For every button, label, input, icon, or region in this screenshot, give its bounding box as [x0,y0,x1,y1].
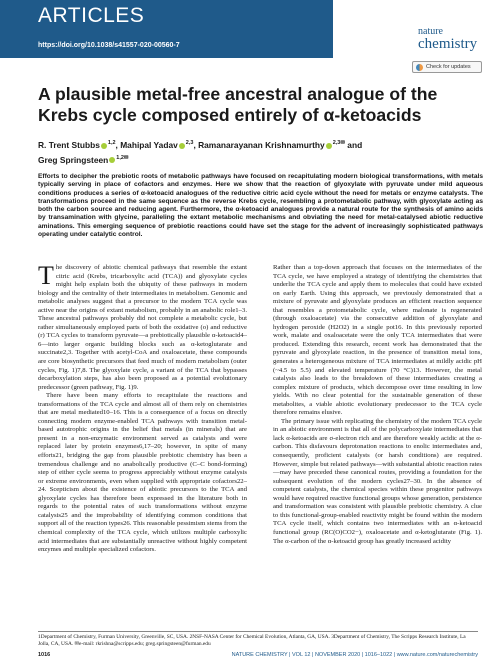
author-affiliation: 1,2✉ [116,154,129,161]
article-title: A plausible metal-free ancestral analogue of the Krebs cycle composed entirely of α-ketoacids [38,84,438,125]
orcid-icon[interactable] [109,157,115,163]
author-separator: , [115,139,121,150]
body-paragraph: Rather than a top-down approach that focuses on the intermediates of the TCA cycle, we have employed a strategy of identifying the chemistries that underlie the TCA cycle and apply them to molecules that could have existed on early Earth. Using this approach, we previously demonstrated that a mixture of pyruvate and glyoxylate produces an efficient reaction sequence that resembles a protometabolic cycle, where malonate is regenerated (through oxaloacetate) via the consecutive addition of glyoxylate and hydrogen peroxide (H2O2) in a single pot16. In this previously reported work, malate and oxaloacetate were the only TCA intermediates that were produced. Extending this research, recent work has demonstrated that the pyruvate and glyoxylate reaction, in the presence of transition metal ions, generates a heterogeneous mixture of TCA intermediates at mildly acidic pH (~4.5 to 5.5) and elevated temperature (70 °C)13. However, the metal catalysis also leads to the breakdown of these intermediates creating a complex mixture of products, which decompose over time resulting in low yields. With no clear potential for the sustainable generation of these metabolites, a viable abiotic evolutionary predecessor to the TCA cycle therefore remains elusive. [273,264,482,417]
author-and: and [344,139,363,150]
paragraph-text: he discovery of abiotic chemical pathways that resemble the extant citric acid (Krebs, tricarboxylic acid (TCA)) and glyoxylate cycles might help explain both the ubiquity of these pathways in modern biology and the centrality of their intermediates in metabolism. Genomic and metabolic analyses suggest that a precursor to the modern TCA cycle was active near the origins of extant metabolism, probably in an anabolic role1–3. These ancestral pathways probably did not complete a metabolic cycle, but rather simultaneously employed parts of both the oxidative (o) and reductive (r) TCA cycles to transform pyruvate—a prebiotically plausible α-ketoacid4–6—into larger organic building blocks such as α-ketoglutarate and succinate2,3. Together with acetyl-CoA and oxaloacetate, these compounds are core biosynthetic precursors that feed much of modern metabolism (outer cycles, Fig. 1)7,8. The glyoxylate cycle, a variant of the TCA that bypasses decarboxylation steps, has also been proposed as a potential evolutionary predecessor (green pathway, Fig. 1)9. [38,264,247,391]
orcid-icon[interactable] [326,143,332,149]
journal-logo-line1: nature [418,26,443,37]
author-affiliation: 2,3✉ [332,140,345,146]
journal-logo-line2: chemistry [418,36,478,52]
author-name[interactable]: Mahipal Yadav [120,139,178,150]
author-affiliation: 2,3 [185,140,194,146]
abstract: Efforts to decipher the prebiotic roots of metabolic pathways have focused on recapitulating modern biological transformations, with metals typically serving in place of cofactors and enzymes. Here we show that the reaction of glyoxylate with pyruvate under mild aqueous conditions produces a series of α-ketoacid analogues of the reductive citric acid cycle without the need for metals or enzyme catalysts. The transformations proceed in the same sequence as the reverse Krebs cycle, resembling a protometabolic pathway, with glyoxylate acting as both the carbon source and reducing agent. Furthermore, the α-ketoacid analogues provide a natural route for the synthesis of amino acids by transamination with glycine, paralleling the extant metabolic mechanisms and obviating the need for metal-catalysed abiotic reductive aminations. This emerging sequence of prebiotic reactions could have set the stage for the advent of increasingly sophisticated pathways operating under catalytic control. [38,173,483,239]
body-column-right [273,264,482,546]
article-type: ARTICLES [38,4,145,27]
author-name[interactable]: Greg Springsteen [38,154,109,165]
crossmark-icon [416,64,423,71]
body-column-left [38,261,247,555]
article-header [0,0,496,58]
check-for-updates-button[interactable] [412,61,482,73]
orcid-icon[interactable] [179,143,185,149]
body-paragraph: There have been many efforts to recapitulate the reactions and transformations of the TCA cycle and almost all of them rely on chemistries that are metal mediated10–16. This is a consequence of a focus on directly connecting modern enzyme-enabled TCA pathways with transition metal-based autotrophic origins in the belief that metals (in minerals) that are present in a non-enzymatic environment served as catalysts and were replaced later by protein enzymes6,17–20; however, in spite of many efforts21, bridging the gap from plausible prebiotic chemistry has been a tremendous challenge and no anabolically productive (C–C bond-forming) step of either cycle seems to progress appreciably without enzyme catalysis or extreme environments, even when supplied with appropriate cofactors22–24. Scepticism about the existence of abiotic precursors to the TCA and glyoxylate cycles has therefore been expressed in the literature both in regards to the potential rates of such transformations without enzyme catalysis25 and the improbability of identifying common conditions that support all of the reaction types26. This reasonable pessimism stems from the chemical complexity of the TCA cycle, which utilizes multiple carboxylic acid intermediates that are substantially unreactive without highly competent enzymes and multiple specialized cofactors. [38,392,247,554]
author-separator: , [193,139,199,150]
author-name[interactable]: Ramanarayanan Krishnamurthy [198,139,325,150]
author-name[interactable]: R. Trent Stubbs [38,139,100,150]
body-paragraph: The primary issue with replicating the chemistry of the modern TCA cycle in an abiotic environment is that all of the polycarboxylate intermediates that lack α-ketoacids are σ-electron rich and are therefore weakly acidic at the α-carbon. This disfavours deprotonation reactions to enolic intermediates and, consequently, proficient catalysts (or harsh conditions) are required. However, simple but related pathways—with substantial abiotic reaction rates—may have preceded these canonical routes, providing a foundation for the subsequent evolution of the modern cycles27–30. In the absence of competent catalysts, the chemical species within these progenitor pathways would have required reactive functional groups whose generation, persistence and transformation was consistent with plausible prebiotic chemistry. A clue to this functional-group-enabled reactivity might be found within the modern TCA cycle itself, which contains two intermediates with an α-ketoacid functional group (RC(O)CO2−), oxaloacetate and α-ketoglutarate (Fig. 1). The α-carbon of the α-ketoacid group has greatly increased acidity [273,417,482,545]
journal-logo[interactable] [418,26,478,50]
check-for-updates-label: Check for updates [426,64,471,70]
affiliations-footnote: 1Department of Chemistry, Furman University, Greenville, SC, USA. 2NSF-NASA Center for Chemical Evolution, Atlanta, GA, USA. 3Department of Chemistry, The Scripps Research Institute, La Jolla, CA, USA. ✉e-mail: rkrishna@scripps.edu; greg.springsteen@furman.edu [38,631,478,647]
drop-cap: T [38,261,54,290]
author-affiliation: 1,2 [107,140,116,146]
body-paragraph [38,261,247,392]
page-number: 1016 [38,652,51,658]
header-band [0,0,333,58]
doi-link[interactable]: https://doi.org/10.1038/s41557-020-00560-7 [38,42,180,49]
author-list [38,137,478,167]
orcid-icon[interactable] [101,143,107,149]
journal-citation[interactable]: NATURE CHEMISTRY | VOL 12 | NOVEMBER 2020 | 1016–1022 | www.nature.com/naturechemistry [231,652,478,658]
